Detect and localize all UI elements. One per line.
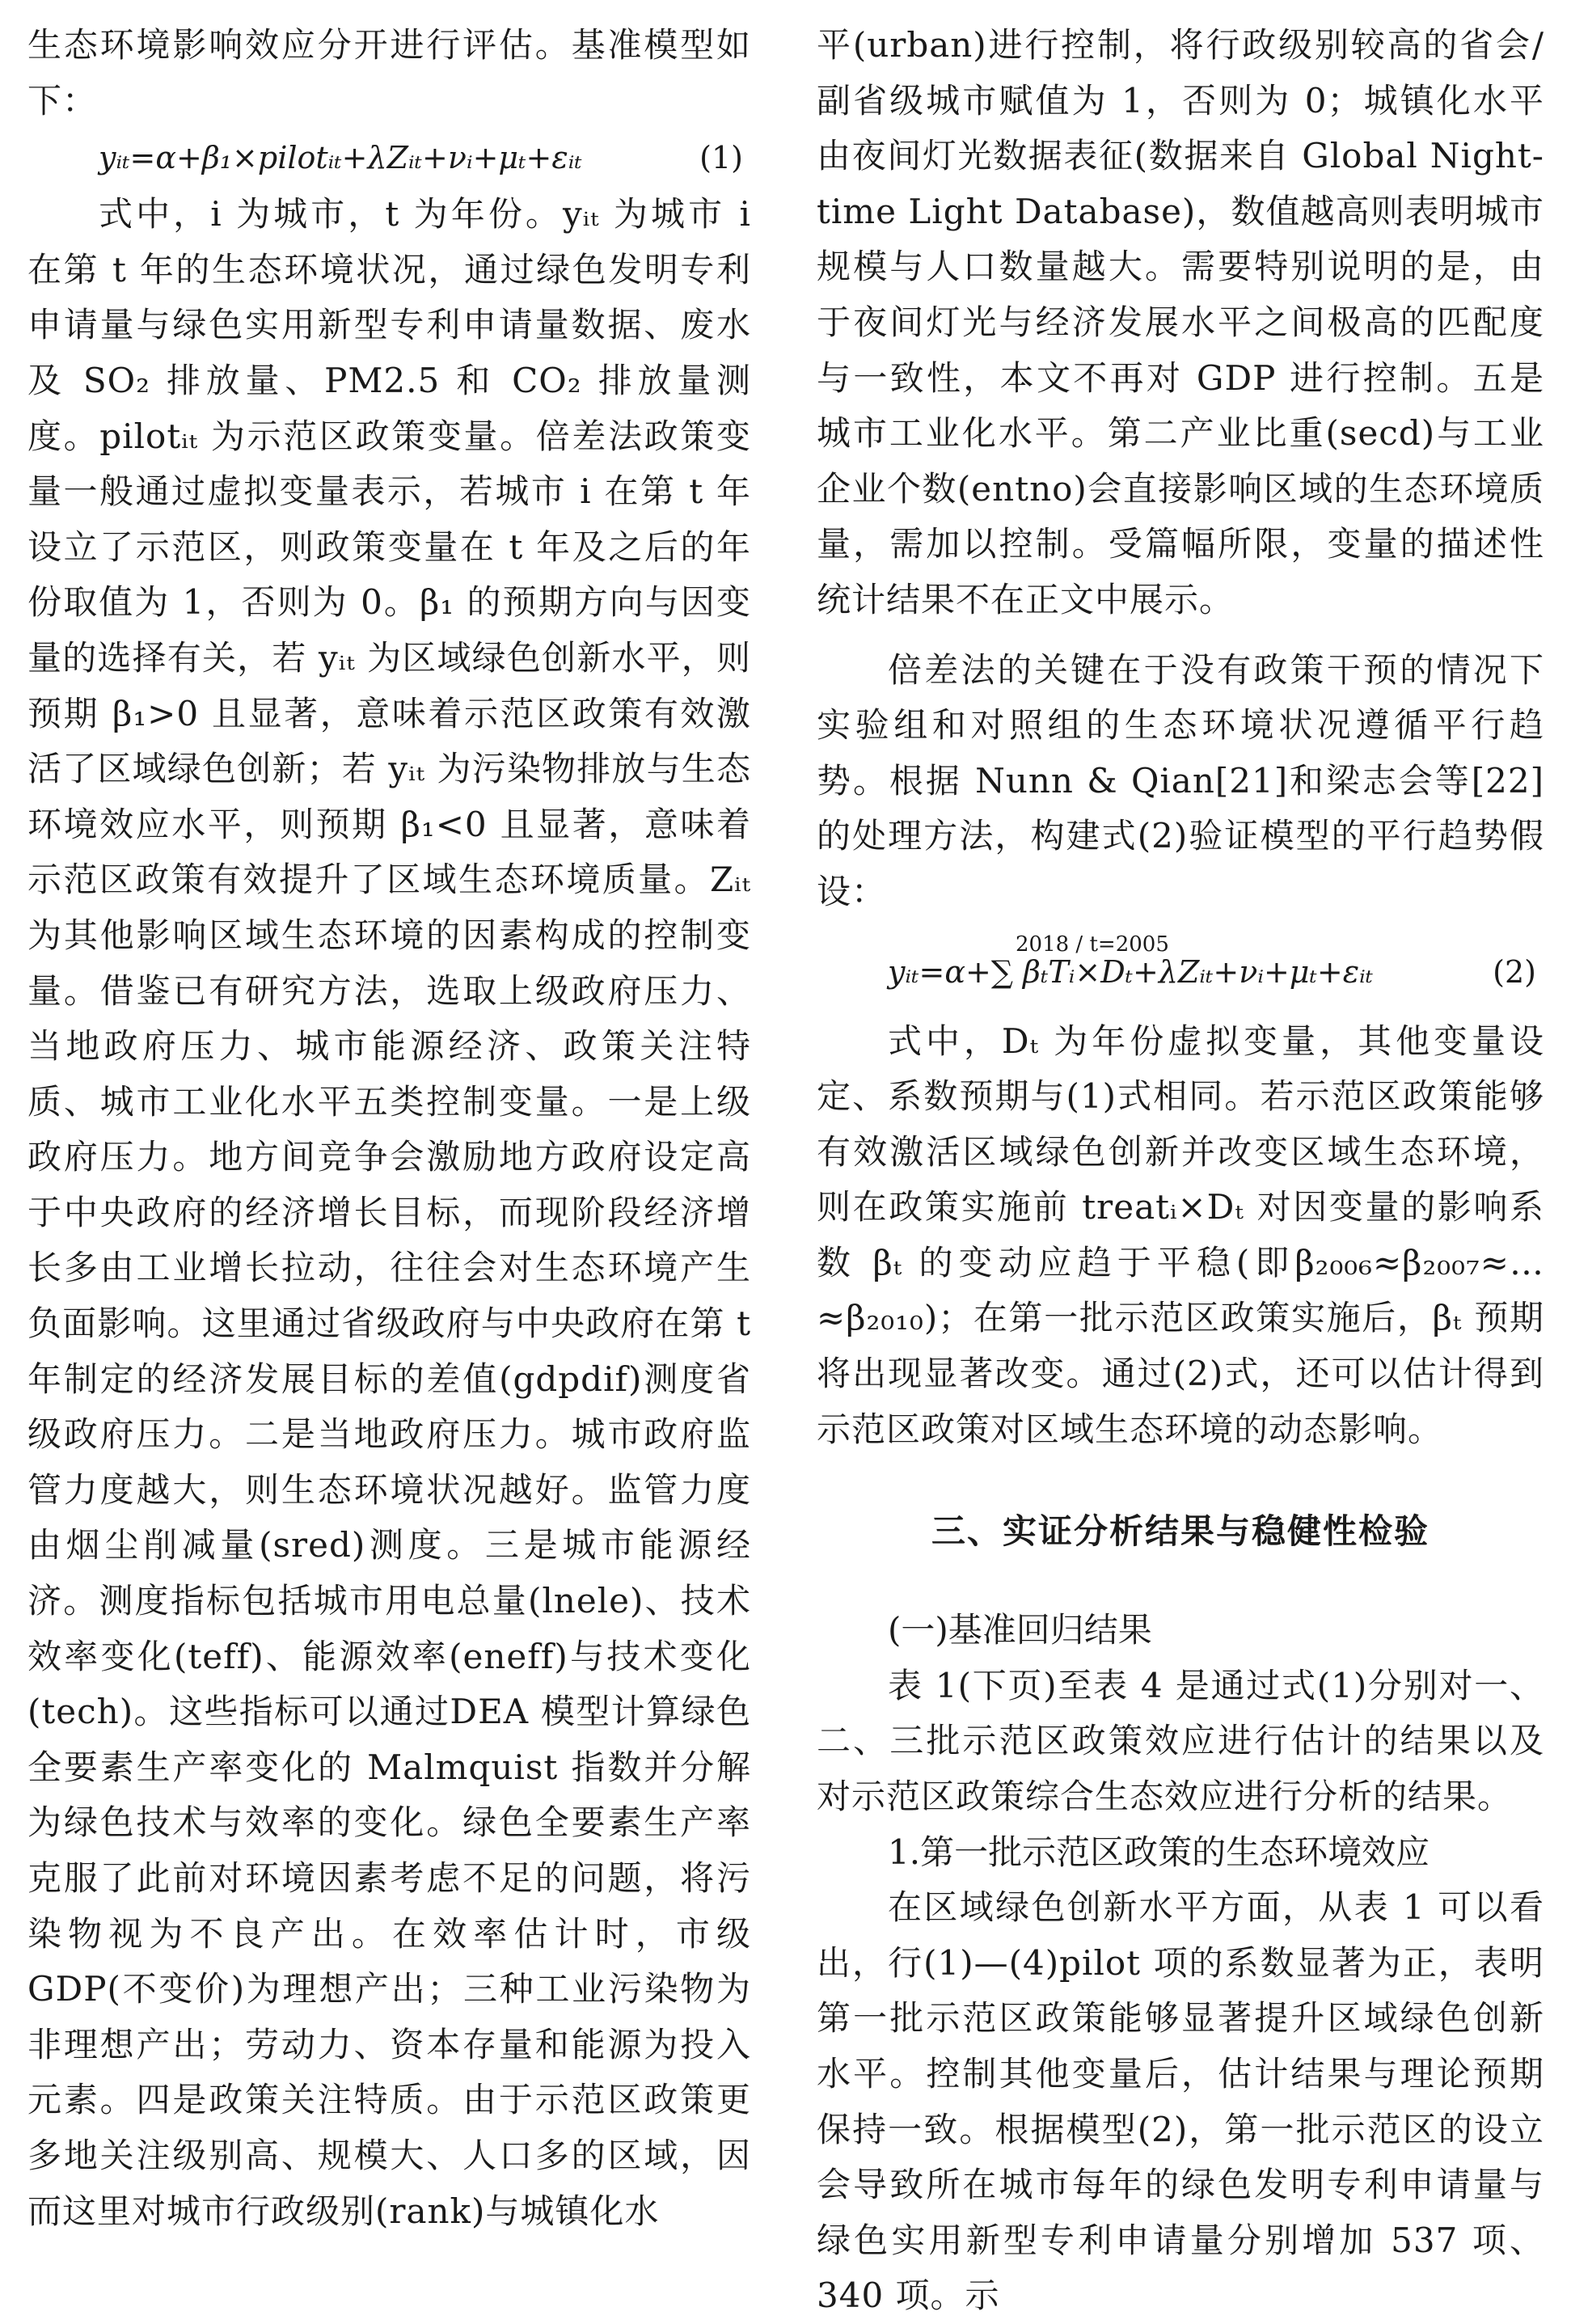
paragraph: 倍差法的关键在于没有政策干预的情况下实验组和对照组的生态环境状况遵循平行趋势。根据 Nunn & Qian[21]和梁志会等[22]的处理方法，构建式(2)验证模型的平行趋势假设： [817, 649, 1544, 911]
equation-number: (2) [1493, 953, 1536, 990]
paragraph: 生态环境影响效应分开进行评估。基准模型如下： [27, 25, 751, 120]
paragraph: 式中，Dₜ 为年份虚拟变量，其他变量设定、系数预期与(1)式相同。若示范区政策能够有效激活区域绿色创新并改变区域生态环境，则在政策实施前 treatᵢ×Dₜ 对因变量的影响系数 βₜ 的变动应趋于平稳(即β₂₀₀₆≈β₂₀₀₇≈…≈β₂₀₁₀)；在第一批示范区政策实施后，βₜ 预期将出现显著改变。通过(2)式，还可以估计得到示范区政策对区域生态环境的动态影响。 [817, 1020, 1544, 1449]
equation-2 [817, 920, 1544, 1014]
equation-formula: yᵢₜ=α+β₁×pilotᵢₜ+λZᵢₜ+νᵢ+μₜ+εᵢₜ [99, 140, 582, 176]
right-column [817, 18, 1544, 2324]
subsection-heading: (一)基准回归结果 [888, 1610, 1152, 1650]
paragraph: 平(urban)进行控制，将行政级别较高的省会/副省级城市赋值为 1，否则为 0；城镇化水平由夜间灯光数据表征(数据来自 Global Night-time Light Database)，数值越高则表明城市规模与人口数量越大。需要特别说明的是，由于夜间灯光与经济发展水平之间极高的匹配度与一致性，本文不再对 GDP 进行控制。五是城市工业化水平。第二产业比重(secd)与工业企业个数(entno)会直接影响区域的生态环境质量，需加以控制。受篇幅所限，变量的描述性统计结果不在正文中展示。 [817, 25, 1544, 619]
summation-limits: 2018 / t=2005 [1016, 932, 1169, 957]
section-heading: 三、实证分析结果与稳健性检验 [931, 1511, 1430, 1552]
left-column [27, 18, 751, 2239]
equation-formula: yᵢₜ=α+∑ βₜTᵢ×Dₜ+λZᵢₜ+νᵢ+μₜ+εᵢₜ [888, 953, 1374, 990]
subsection-heading: 1.第一批示范区政策的生态环境效应 [888, 1832, 1430, 1872]
paragraph: 在区域绿色创新水平方面，从表 1 可以看出，行(1)—(4)pilot 项的系数显著为正，表明第一批示范区政策能够显著提升区域绿色创新水平。控制其他变量后，估计结果与理论预期保持一致。根据模型(2)，第一批示范区的设立会导致所在城市每年的绿色发明专利申请量与绿色实用新型专利申请量分别增加 537 项、340 项。示 [817, 1887, 1544, 2316]
paragraph: 式中，i 为城市，t 为年份。yᵢₜ 为城市 i 在第 t 年的生态环境状况，通过绿色发明专利申请量与绿色实用新型专利申请量数据、废水及 SO₂ 排放量、PM2.5 和 CO₂ 排放量测度。pilotᵢₜ 为示范区政策变量。倍差法政策变量一般通过虚拟变量表示，若城市 i 在第 t 年设立了示范区，则政策变量在 t 年及之后的年份取值为 1，否则为 0。β₁ 的预期方向与因变量的选择有关，若 yᵢₜ 为区域绿色创新水平，则预期 β₁>0 且显著，意味着示范区政策有效激活了区域绿色创新；若 yᵢₜ 为污染物排放与生态环境效应水平，则预期 β₁<0 且显著，意味着示范区政策有效提升了区域生态环境质量。Zᵢₜ 为其他影响区域生态环境的因素构成的控制变量。借鉴已有研究方法，选取上级政府压力、当地政府压力、城市能源经济、政策关注特质、城市工业化水平五类控制变量。一是上级政府压力。地方间竞争会激励地方政府设定高于中央政府的经济增长目标，而现阶段经济增长多由工业增长拉动，往往会对生态环境产生负面影响。这里通过省级政府与中央政府在第 t 年制定的经济发展目标的差值(gdpdif)测度省级政府压力。二是当地政府压力。城市政府监管力度越大，则生态环境状况越好。监管力度由烟尘削减量(sred)测度。三是城市能源经济。测度指标包括城市用电总量(lnele)、技术效率变化(teff)、能源效率(eneff)与技术变化(tech)。这些指标可以通过DEA 模型计算绿色全要素生产率变化的 Malmquist 指数并分解为绿色技术与效率的变化。绿色全要素生产率克服了此前对环境因素考虑不足的问题，将污染物视为不良产出。在效率估计时，市级 GDP(不变价)为理想产出；三种工业污染物为非理想产出；劳动力、资本存量和能源为投入元素。四是政策关注特质。由于示范区政策更多地关注级别高、规模大、人口多的区域，因而这里对城市行政级别(rank)与城镇化水 [27, 194, 751, 2231]
equation-number: (1) [699, 140, 743, 176]
paragraph: 表 1(下页)至表 4 是通过式(1)分别对一、二、三批示范区政策效应进行估计的结果以及对示范区政策综合生态效应进行分析的结果。 [817, 1665, 1544, 1817]
equation-1 [27, 129, 751, 187]
